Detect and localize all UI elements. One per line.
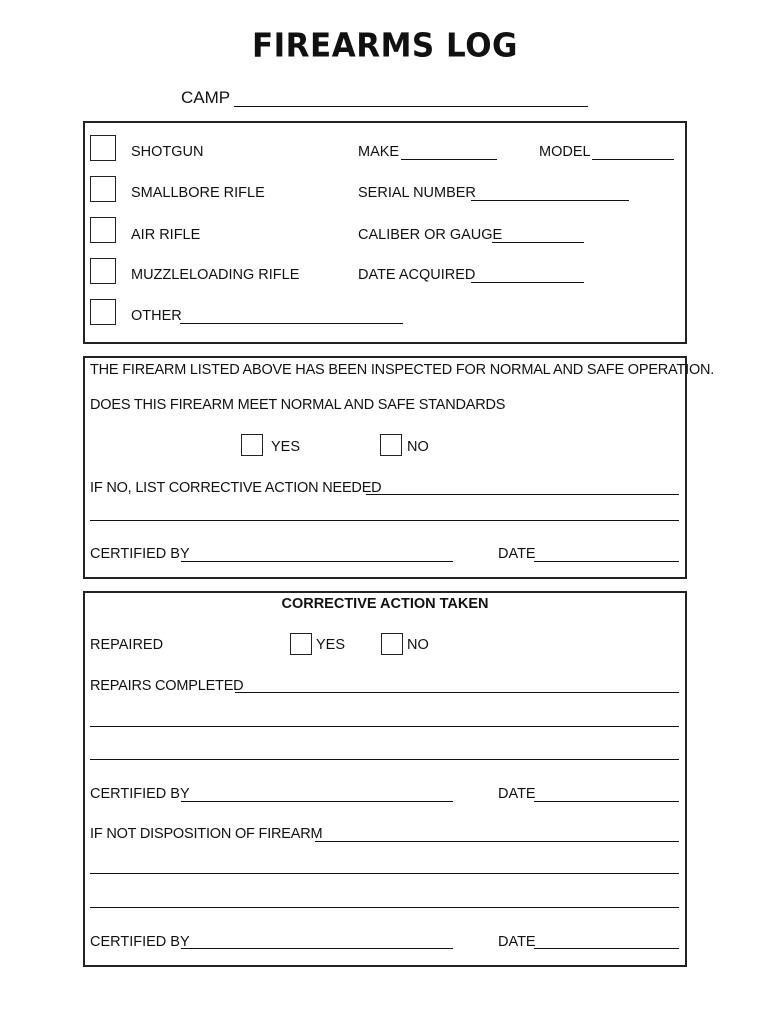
inspection-no-label: NO [407,439,429,455]
repair-certified-by-field[interactable] [181,801,453,802]
repaired-no-label: NO [407,637,429,653]
repair-certified-by-label: CERTIFIED BY [90,786,190,802]
inspection-no-checkbox[interactable] [380,434,402,456]
corrective-needed-field-2[interactable] [90,520,679,521]
repaired-yes-label: YES [316,637,346,653]
model-field[interactable] [592,159,674,160]
repair-date-label: DATE [498,786,536,802]
disposition-field-2[interactable] [90,873,679,874]
disposition-field-3[interactable] [90,907,679,908]
disposition-certified-by-label: CERTIFIED BY [90,934,190,950]
repaired-yes-checkbox[interactable] [290,633,312,655]
inspection-certified-by-field[interactable] [181,561,453,562]
date-acquired-label: DATE ACQUIRED [358,267,476,283]
smallbore-rifle-label: SMALLBORE RIFLE [131,185,265,201]
repaired-no-checkbox[interactable] [381,633,403,655]
corrective-needed-field[interactable] [366,494,679,495]
inspection-date-field[interactable] [534,561,679,562]
shotgun-checkbox[interactable] [90,135,116,161]
air-rifle-label: AIR RIFLE [131,227,201,243]
repairs-completed-field[interactable] [235,692,679,693]
repair-date-field[interactable] [534,801,679,802]
camp-field[interactable] [234,106,588,107]
corrective-needed-label: IF NO, LIST CORRECTIVE ACTION NEEDED [90,480,382,496]
air-rifle-checkbox[interactable] [90,217,116,243]
make-label: MAKE [358,144,400,160]
repairs-completed-field-3[interactable] [90,759,679,760]
disposition-certified-by-field[interactable] [181,948,453,949]
repairs-completed-field-2[interactable] [90,726,679,727]
muzzleloading-rifle-checkbox[interactable] [90,258,116,284]
muzzleloading-rifle-label: MUZZLELOADING RIFLE [131,267,300,283]
model-label: MODEL [539,144,591,160]
inspection-statement: THE FIREARM LISTED ABOVE HAS BEEN INSPECTED FOR NORMAL AND SAFE OPERATION. [90,362,715,378]
disposition-date-field[interactable] [534,948,679,949]
camp-label: CAMP [181,88,231,107]
disposition-date-label: DATE [498,934,536,950]
date-acquired-field[interactable] [471,282,584,283]
serial-number-label: SERIAL NUMBER [358,185,476,201]
corrective-heading: CORRECTIVE ACTION TAKEN [281,596,489,612]
other-checkbox[interactable] [90,299,116,325]
inspection-certified-by-label: CERTIFIED BY [90,546,190,562]
other-label: OTHER [131,308,182,324]
caliber-field[interactable] [492,242,584,243]
repaired-label: REPAIRED [90,637,164,653]
caliber-label: CALIBER OR GAUGE [358,227,503,243]
make-field[interactable] [401,159,497,160]
shotgun-label: SHOTGUN [131,144,204,160]
inspection-yes-label: YES [271,439,301,455]
inspection-question: DOES THIS FIREARM MEET NORMAL AND SAFE STANDARDS [90,397,506,413]
other-field[interactable] [180,323,403,324]
page-title: FIREARMS LOG [251,27,519,65]
smallbore-rifle-checkbox[interactable] [90,176,116,202]
disposition-field[interactable] [315,841,679,842]
inspection-date-label: DATE [498,546,536,562]
disposition-label: IF NOT DISPOSITION OF FIREARM [90,826,323,842]
serial-number-field[interactable] [471,200,629,201]
inspection-yes-checkbox[interactable] [241,434,263,456]
repairs-completed-label: REPAIRS COMPLETED [90,678,244,694]
